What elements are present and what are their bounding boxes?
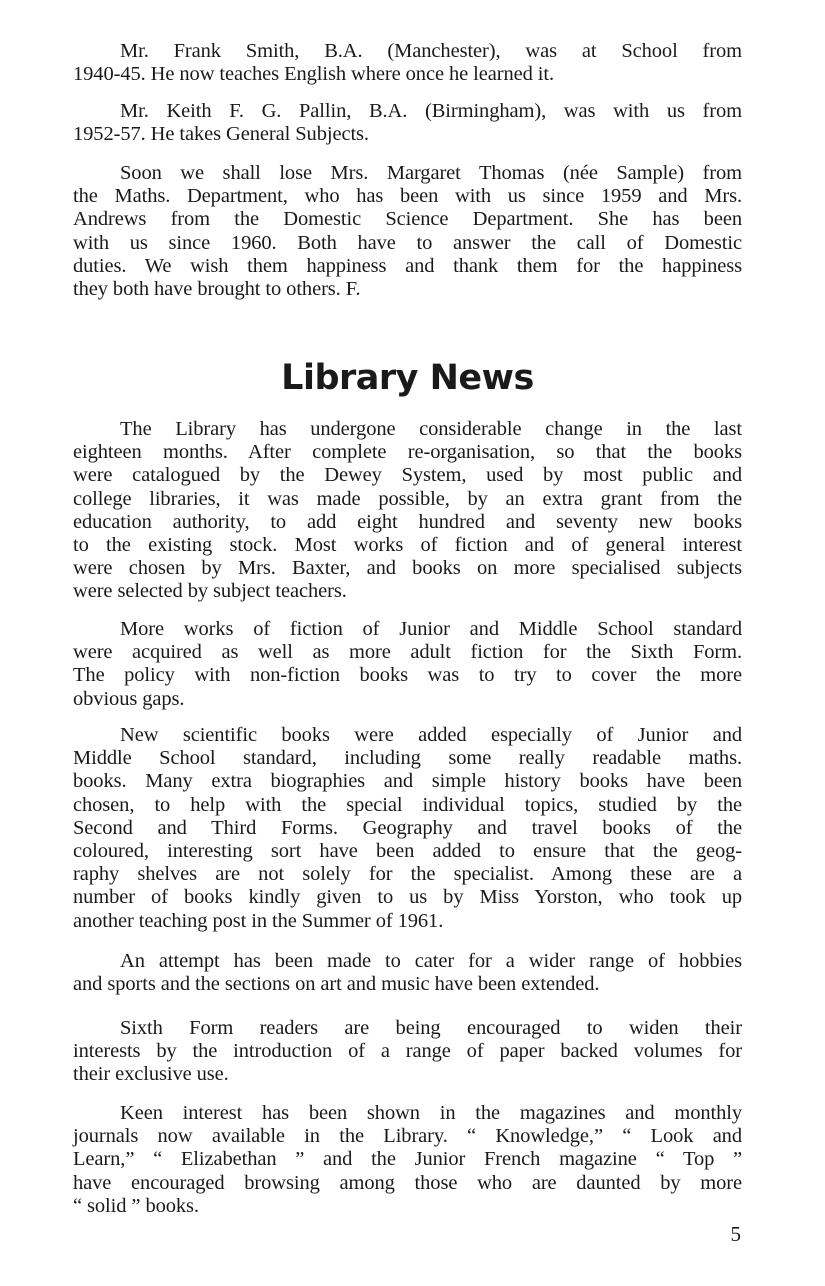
text-line: eighteen months. After complete re-organisation, so that the books	[73, 441, 742, 464]
text-line: journals now available in the Library. “ Knowledge,” “ Look and	[73, 1125, 742, 1148]
text-line: have encouraged browsing among those who are daunted by more	[73, 1171, 742, 1194]
text-line: to the existing stock. Most works of fiction and of general interest	[73, 534, 742, 557]
paragraph-library-reorganisation	[73, 418, 742, 604]
page-number: 5	[730, 1222, 741, 1246]
text-line: college libraries, it was made possible, by an extra grant from the	[73, 487, 742, 510]
text-line: were acquired as well as more adult fiction for the Sixth Form.	[73, 641, 742, 664]
signature: F.	[345, 278, 361, 301]
text-line: New scientific books were added especially of Junior and	[120, 724, 742, 746]
text-line: their exclusive use.	[73, 1063, 229, 1086]
text-line: obvious gaps.	[73, 687, 185, 710]
paragraph-fiction	[73, 618, 742, 711]
text-line: Learn,” “ Elizabethan ” and the Junior French magazine “ Top ”	[73, 1148, 742, 1171]
text-line: The Library has undergone considerable change in the last	[120, 418, 742, 440]
text-line: with us since 1960. Both have to answer the call of Domestic	[73, 231, 742, 254]
paragraph-frank-smith	[73, 40, 742, 86]
section-title: Library News	[281, 358, 534, 398]
text-line: 1940-45. He now teaches English where once he learned it.	[73, 63, 555, 86]
paragraph-staff-departures	[73, 162, 742, 301]
paragraph-keith-pallin	[73, 100, 742, 146]
text-line: were catalogued by the Dewey System, used by most public and	[73, 464, 742, 487]
text-line: they both have brought to others.	[73, 278, 341, 301]
text-line: interests by the introduction of a range of paper backed volumes for	[73, 1040, 742, 1063]
text-line: 1952-57. He takes General Subjects.	[73, 123, 369, 146]
text-line: coloured, interesting sort have been added to ensure that the geog-	[73, 840, 742, 863]
text-line: education authority, to add eight hundred and seventy new books	[73, 510, 742, 533]
text-line: raphy shelves are not solely for the specialist. Among these are a	[73, 863, 742, 886]
text-line-with-signature	[73, 278, 742, 301]
text-line: number of books kindly given to us by Miss Yorston, who took up	[73, 886, 742, 909]
text-line: and sports and the sections on art and music have been extended.	[73, 973, 600, 996]
text-line: were selected by subject teachers.	[73, 580, 347, 603]
text-line: An attempt has been made to cater for a wider range of hobbies	[120, 950, 742, 972]
text-line: duties. We wish them happiness and thank them for the happiness	[73, 254, 742, 277]
text-line: More works of fiction of Junior and Middle School standard	[120, 618, 742, 640]
paragraph-hobbies	[73, 950, 742, 996]
text-line: The policy with non-fiction books was to try to cover the more	[73, 664, 742, 687]
text-line: Keen interest has been shown in the magazines and monthly	[120, 1102, 742, 1124]
text-line: Soon we shall lose Mrs. Margaret Thomas (née Sample) from	[120, 162, 742, 184]
text-line: Mr. Keith F. G. Pallin, B.A. (Birmingham), was with us from	[120, 100, 742, 122]
text-line: chosen, to help with the special individual topics, studied by the	[73, 793, 742, 816]
text-line: “ solid ” books.	[73, 1194, 199, 1217]
paragraph-sixth-form	[73, 1017, 742, 1087]
text-line: Second and Third Forms. Geography and travel books of the	[73, 816, 742, 839]
text-line: were chosen by Mrs. Baxter, and books on more specialised subjects	[73, 557, 742, 580]
text-line: books. Many extra biographies and simple history books have been	[73, 770, 742, 793]
text-line: Middle School standard, including some really readable maths.	[73, 747, 742, 770]
text-line: Sixth Form readers are being encouraged to widen their	[120, 1017, 742, 1039]
text-line: another teaching post in the Summer of 1961.	[73, 909, 444, 932]
text-line: Mr. Frank Smith, B.A. (Manchester), was at School from	[120, 40, 742, 62]
paragraph-scientific-books	[73, 724, 742, 933]
text-line: Andrews from the Domestic Science Department. She has been	[73, 208, 742, 231]
text-line: the Maths. Department, who has been with us since 1959 and Mrs.	[73, 185, 742, 208]
paragraph-magazines	[73, 1102, 742, 1218]
